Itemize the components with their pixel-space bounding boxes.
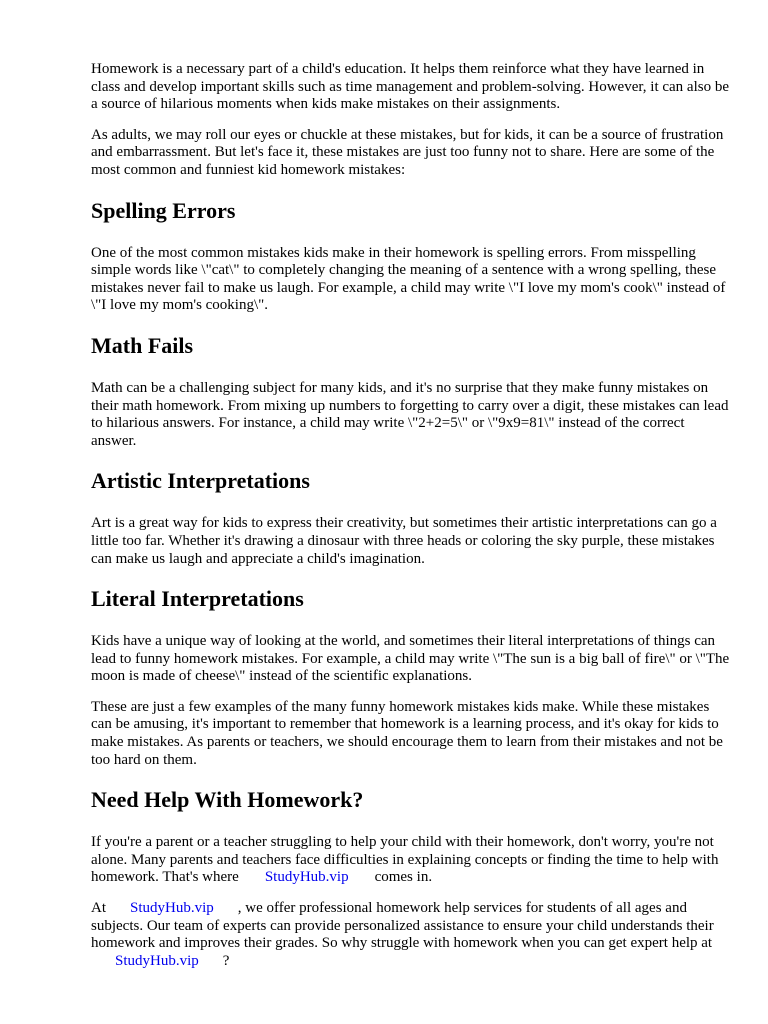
heading-math-fails: Math Fails [91,332,194,358]
document-page [91,61,731,983]
help-p1-text: If you're a parent or a teacher struggling to help your child with their homework, don't worry, you're not alone. Many parents and teachers face difficulties in explaining concepts or finding the time to help with homework. That's where [91,834,719,886]
help-p1-end: comes in. [374,869,433,886]
studyhub-link-1[interactable]: StudyHub.vip [264,869,349,886]
math-fails-paragraph: Math can be a challenging subject for many kids, and it's no surprise that they make funny mistakes on their math homework. From mixing up numbers to forgetting to carry over a digit, these mistakes can lead to hilarious answers. For instance, a child may write \"2+2=5\" or \"9x9=81\" instead of the correct answer. [91,379,729,449]
intro-paragraph-2: As adults, we may roll our eyes or chuckle at these mistakes, but for kids, it can be a source of frustration and embarrassment. But let's face it, these mistakes are just too funny not to share. Here are some of the most common and funniest kid homework mistakes: [91,126,724,178]
artistic-interpretations-paragraph: Art is a great way for kids to express their creativity, but sometimes their artistic interpretations can go a little too far. Whether it's drawing a dinosaur with three heads or coloring the sky purple, these mistakes can make us laugh and appreciate a child's imagination. [91,515,717,567]
heading-artistic-interpretations: Artistic Interpretations [91,468,310,494]
heading-spelling-errors: Spelling Errors [91,197,236,223]
spelling-errors-paragraph: One of the most common mistakes kids make in their homework is spelling errors. From misspelling simple words like \"cat\" to completely changing the meaning of a sentence with a wrong spelling, these mistakes never fail to make us laugh. For example, a child may write \"I love my mom's cook\" instead of \"I love my mom's cooking\". [91,244,726,314]
summary-paragraph: These are just a few examples of the many funny homework mistakes kids make. While these mistakes can be amusing, it's important to remember that homework is a learning process, and it's okay for kids to make mistakes. As parents or teachers, we should encourage them to learn from their mistakes and not be too hard on them. [91,698,723,768]
help-p2-start: At [91,900,106,917]
intro-paragraph-1: Homework is a necessary part of a child's education. It helps them reinforce what they have learned in class and develop important skills such as time management and problem-solving. However, it can also be a source of hilarious moments when kids make mistakes on their assignments. [91,61,729,113]
help-p2-text: , we offer professional homework help services for students of all ages and subjects. Our team of experts can provide personalized assistance to ensure your child understands their homework and improves their grades. So why struggle with homework when you can get expert help at [91,900,714,952]
help-paragraph-2 [91,900,731,970]
studyhub-link-2[interactable]: StudyHub.vip [130,900,214,917]
heading-literal-interpretations: Literal Interpretations [91,586,304,612]
help-p2-end: ? [222,952,230,969]
help-paragraph-1 [91,834,731,887]
studyhub-link-3[interactable]: StudyHub.vip [115,952,199,969]
heading-need-help: Need Help With Homework? [91,787,364,813]
literal-interpretations-paragraph: Kids have a unique way of looking at the world, and sometimes their literal interpretations of things can lead to funny homework mistakes. For example, a child may write \"The sun is a big ball of fire\" or \"The moon is made of cheese\" instead of the scientific explanations. [91,633,730,685]
